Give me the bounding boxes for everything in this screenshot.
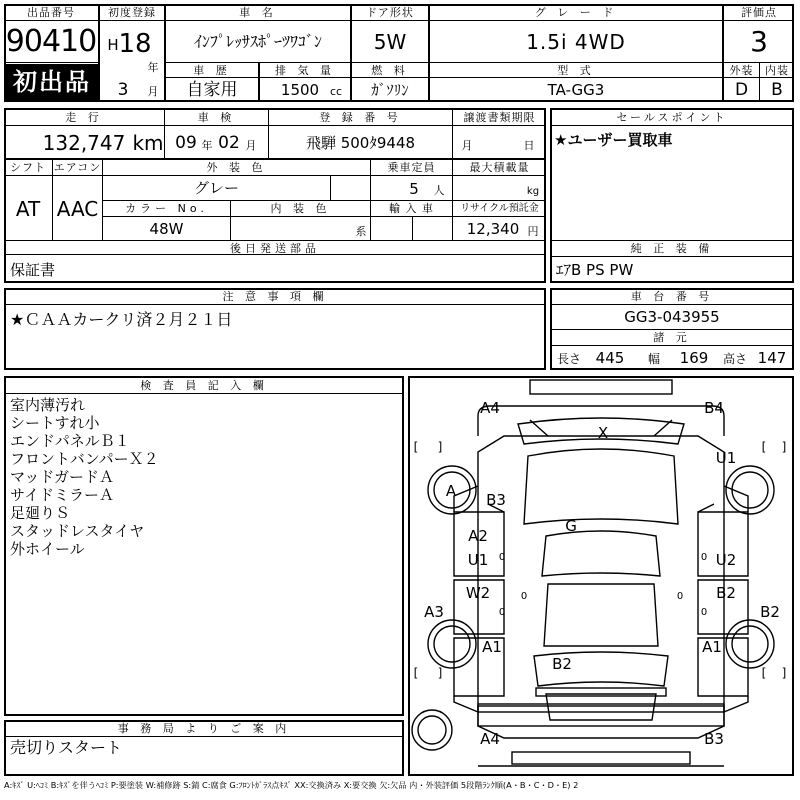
chassis-label: 車 台 番 号	[630, 290, 714, 303]
inspector-label: 検 査 員 記 入 欄	[140, 378, 268, 392]
grade: 1.5i 4WD	[526, 30, 626, 54]
later-parts-label: 後日発送部品	[230, 242, 320, 255]
exterior-score-label: 外装	[729, 63, 754, 77]
history: 自家用	[186, 79, 238, 100]
aircon-label: エアコン	[53, 161, 102, 174]
damage-mark-w2: W2	[465, 583, 491, 602]
inspection-label: 車 検	[197, 110, 236, 124]
recycle-label: リサイクル預託金	[460, 202, 539, 214]
capacity-unit: 人	[433, 183, 445, 197]
door-type: 5W	[373, 30, 407, 54]
lot-number: 90410	[5, 24, 97, 59]
interior-color-label: 内 装 色	[270, 202, 331, 215]
office-note: 売切りスタート	[10, 738, 123, 757]
length: 445	[595, 348, 625, 367]
plate-label: 登 録 番 号	[319, 110, 402, 124]
door-handle-mark: 0	[498, 607, 506, 618]
fuel: ｶﾞｿﾘﾝ	[371, 80, 409, 99]
notice-label: 注 意 事 項 欄	[222, 290, 328, 303]
specs-label: 諸 元	[653, 331, 691, 344]
damage-mark-b2-right-side: B2	[760, 602, 780, 621]
lot-label: 出品番号	[27, 5, 75, 19]
capacity: 5	[409, 179, 419, 198]
damage-mark-a-left-front-tire: A	[445, 481, 457, 500]
inspector-note: マッドガードＡ	[10, 468, 114, 486]
exterior-color: グレー	[193, 178, 239, 197]
damage-legend: A:ｷｽﾞ U:ﾍｺﾐ B:ｷｽﾞを伴うﾍｺﾐ P:要塗装 W:補修跡 S:錆 C:腐食 G:ﾌﾛﾝﾄｶﾞﾗｽ点ｷｽﾞ XX:交換済み X:要交換 欠:欠品 内・外装評価 5段階ﾗﾝｸ順(A・B・C・D・E) 2	[4, 780, 579, 790]
door-type-label: ドア形状	[366, 5, 414, 19]
registration-label: 初度登録	[108, 5, 156, 19]
sales-point-label: セールスポイント	[616, 110, 728, 124]
interior-color-unit: 系	[355, 224, 367, 238]
width: 169	[679, 348, 709, 367]
model-code: TA-GG3	[547, 80, 605, 99]
recycle-amount: 12,340	[466, 219, 520, 238]
bracket: ]	[437, 440, 443, 454]
max-load-label: 最大積載量	[469, 161, 530, 174]
recycle-unit: 円	[527, 224, 539, 238]
registration-year-unit: 年	[147, 60, 159, 74]
model-label: 型 式	[557, 63, 595, 77]
transfer-month-unit: 月	[461, 138, 473, 152]
exterior-score: D	[734, 79, 749, 100]
damage-mark-x: X	[597, 423, 609, 442]
score-label: 評価点	[741, 5, 777, 19]
displacement-label: 排 気 量	[275, 63, 335, 77]
damage-mark-a3: A3	[424, 602, 444, 621]
inspection-month: 02	[218, 132, 240, 153]
chassis-number: GG3-043955	[624, 307, 720, 326]
height-label: 高さ	[722, 352, 747, 366]
door-handle-mark: 0	[676, 591, 684, 602]
inspection-year-unit: 年	[201, 138, 213, 152]
damage-mark-b3-bottom: B3	[704, 729, 724, 748]
max-load-unit: kg	[526, 186, 540, 197]
bracket: [	[761, 440, 767, 454]
damage-mark-b2-rear: B2	[552, 654, 572, 673]
inspector-note: 足廻りＳ	[10, 504, 71, 522]
inspector-note: 室内薄汚れ	[10, 396, 86, 414]
registration-era: H	[107, 35, 119, 54]
inspector-note: サイドミラーＡ	[10, 486, 114, 504]
bracket: [	[413, 666, 419, 680]
damage-mark-b2-right-rear-door: B2	[716, 583, 736, 602]
score: 3	[750, 25, 768, 58]
damage-mark-a2: A2	[468, 526, 488, 545]
import-label: 輸 入 車	[389, 202, 434, 215]
displacement-unit: cc	[329, 84, 343, 98]
damage-mark-g: G	[565, 516, 577, 535]
mileage-label: 走 行	[65, 110, 103, 124]
damage-mark-b3: B3	[486, 490, 506, 509]
transfer-deadline-label: 譲渡書類期限	[463, 110, 536, 124]
door-handle-mark: 0	[520, 591, 528, 602]
damage-mark-a4: A4	[480, 398, 500, 417]
inspector-note: エンドパネルＢ１	[10, 432, 130, 450]
damage-mark-a1-left: A1	[482, 637, 502, 656]
bracket: [	[761, 666, 767, 680]
registration-month-unit: 月	[147, 84, 159, 98]
displacement: 1500	[280, 80, 320, 99]
history-label: 車 歴	[193, 63, 231, 77]
car-name-label: 車 名	[239, 5, 277, 19]
inspector-note: スタッドレスタイヤ	[10, 522, 145, 540]
length-label: 長さ	[556, 352, 581, 366]
door-handle-mark: 0	[700, 552, 708, 563]
office-label: 事 務 局 よ り ご 案 内	[117, 722, 291, 735]
interior-score-label: 内装	[765, 63, 789, 77]
transfer-day-unit: 日	[523, 138, 535, 152]
shift: AT	[15, 197, 41, 221]
damage-mark-u2: U2	[715, 550, 737, 569]
height: 147	[757, 348, 787, 367]
inspector-note: 外ホイール	[10, 540, 85, 558]
mileage-unit: km	[132, 131, 164, 155]
car-name: ｲﾝﾌﾟﾚｯｻｽﾎﾟｰﾂﾜｺﾞﾝ	[193, 32, 322, 51]
damage-mark-b4: B4	[704, 398, 724, 417]
color-number: 48W	[149, 219, 184, 238]
damage-mark-a1-right: A1	[702, 637, 722, 656]
damage-mark-a4-bottom: A4	[480, 729, 500, 748]
inspection-month-unit: 月	[245, 138, 257, 152]
equipment: ｴｱB PS PW	[556, 260, 634, 279]
damage-mark-u1-left: U1	[467, 550, 489, 569]
inspector-note: フロントバンパーＸ２	[10, 450, 159, 468]
exterior-color-label: 外 装 色	[206, 161, 267, 174]
bracket: ]	[437, 666, 443, 680]
registration-month: 3	[117, 79, 129, 100]
inspector-notes	[10, 396, 390, 558]
bracket: ]	[781, 666, 787, 680]
fuel-label: 燃 料	[371, 63, 409, 77]
shift-label: シフト	[10, 161, 46, 174]
aircon: AAC	[56, 197, 99, 221]
equipment-label: 純 正 装 備	[630, 242, 714, 255]
bracket: ]	[781, 440, 787, 454]
color-number-label: カラー No.	[125, 202, 208, 215]
notice: ★ＣＡＡカークリ済２月２１日	[10, 310, 233, 329]
bracket: [	[413, 440, 419, 454]
grade-label: グ レ ー ド	[534, 5, 618, 19]
sales-point: ★ユーザー買取車	[554, 130, 673, 149]
first-listing-badge: 初出品	[6, 64, 98, 100]
door-handle-mark: 0	[498, 552, 506, 563]
interior-score: B	[771, 79, 783, 100]
damage-mark-u1-right-front: U1	[715, 448, 737, 467]
registration-year: 18	[118, 29, 152, 59]
width-label: 幅	[647, 352, 660, 366]
inspection-year: 09	[175, 132, 197, 153]
plate-number: 飛騨 500ﾀ9448	[305, 133, 416, 152]
capacity-label: 乗車定員	[387, 161, 436, 174]
mileage: 132,747	[42, 131, 126, 155]
later-parts: 保証書	[10, 260, 56, 279]
inspector-note: シートすれ小	[10, 414, 100, 432]
door-handle-mark: 0	[700, 607, 708, 618]
